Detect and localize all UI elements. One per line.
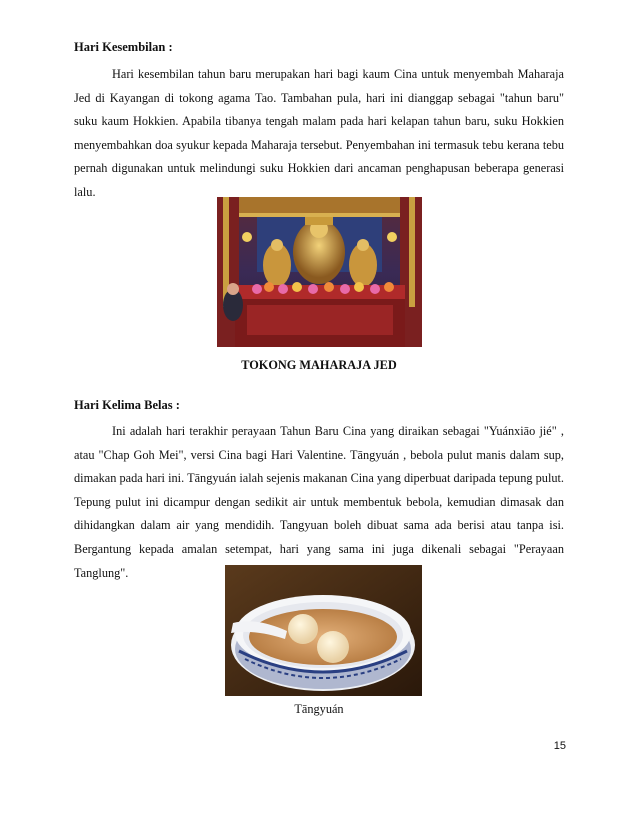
section-paragraph-hari-kesembilan: [74, 63, 564, 205]
page-number: 15: [553, 740, 566, 752]
paragraph-text: Ini adalah hari terakhir perayaan Tahun Baru Cina yang diraikan sebagai "Yuánxiāo jié" , atau "Chap Goh Mei", versi Cina bagi Hari Valentine. Tāngyuán , bebola pulut manis dalam sup, dimakan pada hari ini. Tāngyuán ialah sejenis makanan Cina yang diperbuat daripada tepung pulut. Tepung pulut ini dicampur dengan sedikit air untuk membentuk bebola, kemudian dimasak dan dihidangkan dalam air yang mendidih. Tangyuan boleh dibuat sama ada berisi atau tanpa isi. Bergantung kepada amalan setempat, hari yang sama ini juga dikenali sebagai "Perayaan Tanglung".: [74, 424, 564, 580]
tangyuan-bowl-image: [225, 565, 422, 696]
temple-altar-image: [217, 197, 422, 347]
temple-photo: [217, 197, 422, 347]
section-paragraph-hari-kelima-belas: [74, 420, 564, 585]
figure-caption-tokong: TOKONG MAHARAJA JED: [241, 358, 397, 372]
section-heading-hari-kelima-belas: Hari Kelima Belas :: [74, 398, 180, 412]
paragraph-text: Hari kesembilan tahun baru merupakan hari bagi kaum Cina untuk menyembah Maharaja Jed di Kayangan di tokong agama Tao. Tambahan pula, hari ini dianggap sebagai "tahun baru" suku kaum Hokkien. Apabila tibanya tengah malam pada hari kelapan tahun baru, suku Hokkien menyembahkan doa syukur kepada Maharaja tersebut. Penyembahan ini termasuk tebu kerana tebu pernah digunakan untuk melindungi suku Hokkien dari ancaman penghapusan beberapa generasi lalu.: [74, 67, 564, 199]
figure-caption-tangyuan: Tāngyuán: [294, 702, 344, 716]
section-heading-hari-kesembilan: Hari Kesembilan :: [74, 40, 173, 54]
tangyuan-photo: [225, 565, 422, 696]
